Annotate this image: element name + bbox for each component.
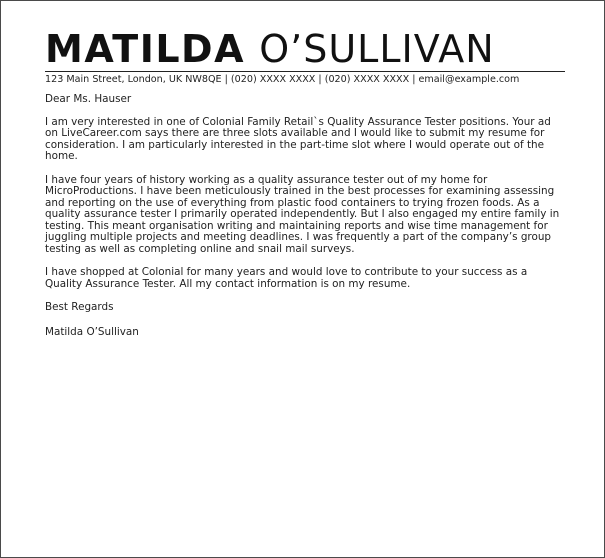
closing: Best Regards [45, 301, 114, 313]
letter-body [45, 94, 565, 338]
paragraph-1: I am very interested in one of Colonial Family Retail`s Quality Assurance Tester positions. Your ad on LiveCareer.com says there are three slots available and I would like to submit my resume for consideration. I am particularly interested in the part-time slot where I would operate out of the home. [45, 115, 551, 162]
paragraph-2: I have four years of history working as a quality assurance tester out of my home for MicroProductions. I have been meticulously trained in the best processes for examining assessing and reporting on the use of everything from plastic food containers to trying frozen foods. As a quality assurance tester I primarily operated independently. But I also engaged my entire family in testing. This meant organisation writing and maintaining reports and wise time management for juggling multiple projects and meeting deadlines. I was frequently a part of the company’s group testing as well as completing online and snail mail surveys. [45, 173, 560, 255]
signature: Matilda O’Sullivan [45, 325, 139, 338]
letter-content [45, 27, 565, 338]
last-name: O’SULLIVAN [259, 27, 495, 71]
paragraph-3: I have shopped at Colonial for many years and would love to contribute to your success as a Quality Assurance Tester. All my contact information is on my resume. [45, 266, 528, 290]
contact-line: 123 Main Street, London, UK NW8QE | (020) XXXX XXXX | (020) XXXX XXXX | email@example.com [45, 71, 565, 86]
applicant-name [45, 27, 565, 71]
salutation: Dear Ms. Hauser [45, 93, 132, 105]
first-name: MATILDA [45, 27, 245, 71]
